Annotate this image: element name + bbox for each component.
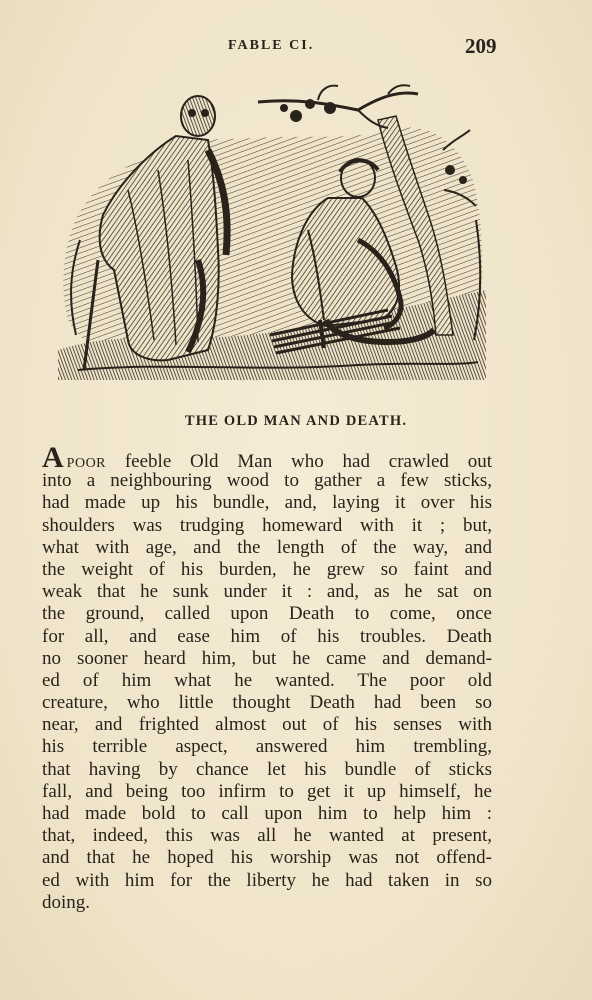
text-line: shoulders was trudging homeward with it ; but,: [42, 514, 492, 536]
text-line: fall, and being too infirm to get it up himself, he: [42, 780, 492, 802]
fable-body: [42, 441, 492, 914]
text-line: no sooner heard him, but he came and demand-: [42, 647, 492, 669]
text-line: and that he hoped his worship was not offend-: [42, 847, 492, 869]
text-line: the weight of his burden, he grew so faint and: [42, 558, 492, 580]
text-line: creature, who little thought Death had been so: [42, 692, 492, 714]
text-line: what with age, and the length of the way, and: [42, 536, 492, 558]
woodcut-illustration: [58, 80, 486, 385]
text-line: the ground, called upon Death to come, once: [42, 603, 492, 625]
first-word: POOR: [66, 456, 107, 471]
text-line: into a neighbouring wood to gather a few sticks,: [42, 470, 492, 492]
text-line: his terrible aspect, answered him trembling,: [42, 736, 492, 758]
text-line: for all, and ease him of his troubles. Death: [42, 625, 492, 647]
text-line: near, and frighted almost out of his senses with: [42, 714, 492, 736]
text-line: had made bold to call upon him to help him :: [42, 803, 492, 824]
woodcut-skull: [181, 96, 215, 136]
drop-cap: A: [42, 441, 64, 474]
text-line: ed of him what he wanted. The poor old: [42, 669, 492, 691]
running-head: FABLE CI.: [228, 38, 315, 53]
text-line: weak that he sunk under it : and, as he sat on: [42, 581, 492, 603]
first-line-rest: feeble Old Man who had crawled out: [124, 451, 492, 472]
text-line: ed with him for the liberty he had taken in so: [42, 869, 492, 891]
text-line: that, indeed, this was all he wanted at present,: [42, 825, 492, 847]
text-line-last: doing.: [42, 891, 91, 913]
text-line: [42, 441, 492, 474]
text-line: that having by chance let his bundle of sticks: [42, 758, 492, 780]
text-line: had made up his bundle, and, laying it over his: [42, 492, 492, 514]
fable-title: THE OLD MAN AND DEATH.: [184, 413, 408, 429]
page-number: 209: [465, 34, 497, 58]
